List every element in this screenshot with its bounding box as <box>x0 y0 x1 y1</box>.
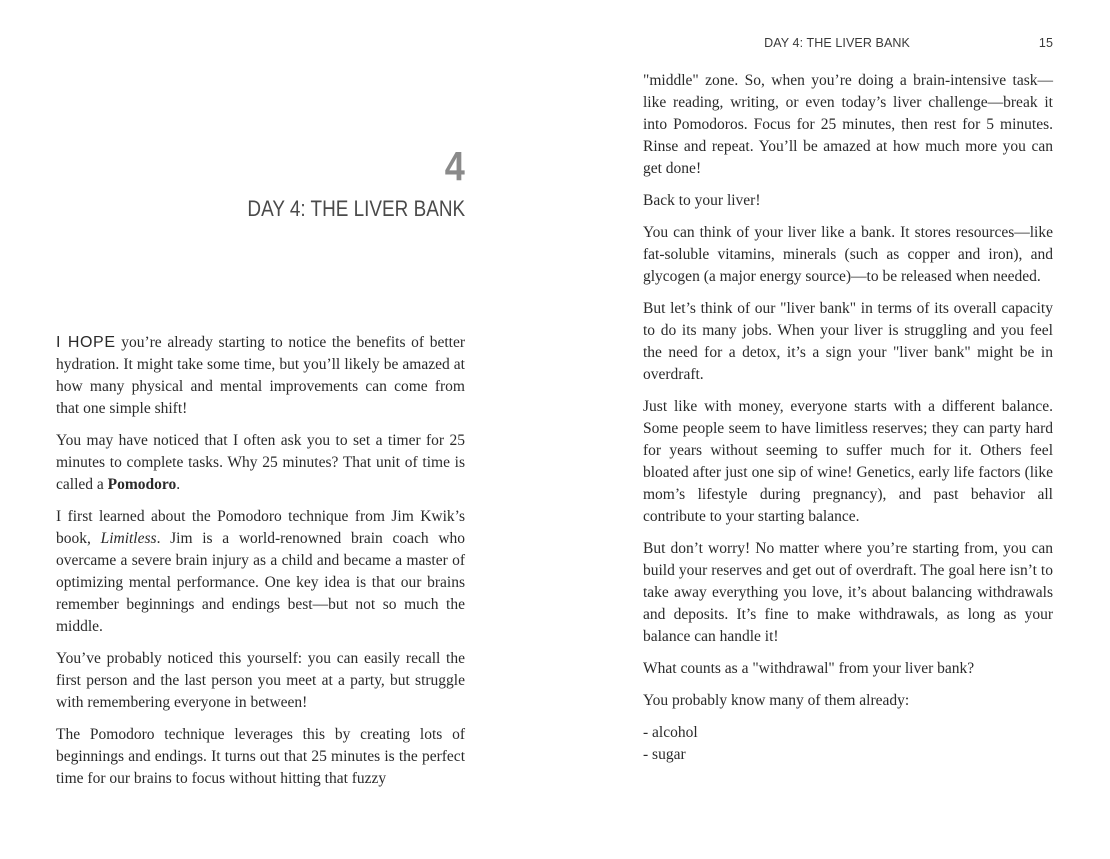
right-body-text <box>643 70 1053 766</box>
page-number: 15 <box>1038 36 1053 50</box>
paragraph: You probably know many of them already: <box>643 692 910 709</box>
lead-in-small-caps: I HOPE <box>56 334 116 351</box>
paragraph: "middle" zone. So, when you’re doing a brain-intensive task—like reading, writing, or even today’s liver challenge—break it into Pomodoros. Focus for 25 minutes, then rest for 5 minutes. Rinse and repeat. You’ll be amazed at how much more you can get done! <box>643 72 1053 177</box>
paragraph: What counts as a "withdrawal" from your liver bank? <box>643 660 975 677</box>
chapter-title: DAY 4: THE LIVER BANK <box>247 196 465 221</box>
paragraph: You can think of your liver like a bank. It stores resources—like fat-soluble vitamins, minerals (such as copper and iron), and glycogen (a major energy source)—to be released when needed. <box>643 224 1053 285</box>
book-title: Limitless <box>100 530 157 547</box>
paragraph-text: . <box>176 476 181 493</box>
paragraph: But let’s think of our "liver bank" in terms of its overall capacity to do its many jobs. When your liver is struggling and you feel the need for a detox, it’s a sign your "liver bank" might be in overdraft. <box>643 300 1053 383</box>
right-page <box>643 0 1053 859</box>
running-head-title: DAY 4: THE LIVER BANK <box>764 36 910 50</box>
paragraph: The Pomodoro technique leverages this by creating lots of beginnings and endings. It turns out that 25 minutes is the perfect time for our brains to focus without hitting that fuzzy <box>56 726 465 787</box>
paragraph-text: . Jim is a world-renowned brain coach who overcame a severe brain injury as a child and became a master of optimizing mental performance. One key idea is that our brains remember beginnings and endings best—but not so much the middle. <box>56 530 466 635</box>
paragraph: But don’t worry! No matter where you’re starting from, you can build your reserves and get out of overdraft. The goal here isn’t to take away everything you love, it’s about balancing withdrawals and deposits. It’s fine to make withdrawals, as long as your balance can handle it! <box>643 540 1053 645</box>
paragraph-text: you’re already starting to notice the benefits of better hydration. It might take some time, but you’ll likely be amazed at how many physical and mental improvements can come from that one simple shift! <box>56 334 465 417</box>
chapter-number: 4 <box>444 143 465 189</box>
paragraph: Just like with money, everyone starts with a different balance. Some people seem to have limitless reserves; they can party hard for years without seeming to suffer much for it. Others feel bloated after just one sip of wine! Genetics, early life factors (like mom’s lifestyle during pregnancy), and past behavior all contribute to your starting balance. <box>643 398 1053 525</box>
paragraph <box>56 506 465 638</box>
paragraph <box>56 430 465 496</box>
paragraph-text: You may have noticed that I often ask you to set a timer for 25 minutes to complete tasks. Why 25 minutes? That unit of time is called a <box>56 432 465 493</box>
paragraph: Back to your liver! <box>643 192 761 209</box>
list-item: - alcohol <box>643 724 698 741</box>
list-item: - sugar <box>643 746 686 763</box>
left-page <box>56 0 465 859</box>
bold-term: Pomodoro <box>107 476 177 493</box>
paragraph-text: I first learned about the Pomodoro technique from Jim Kwik’s book, <box>56 508 465 547</box>
paragraph <box>56 332 465 420</box>
left-body-text <box>56 332 465 800</box>
paragraph: You’ve probably noticed this yourself: you can easily recall the first person and the last person you meet at a party, but struggle with remembering everyone in between! <box>56 650 465 711</box>
